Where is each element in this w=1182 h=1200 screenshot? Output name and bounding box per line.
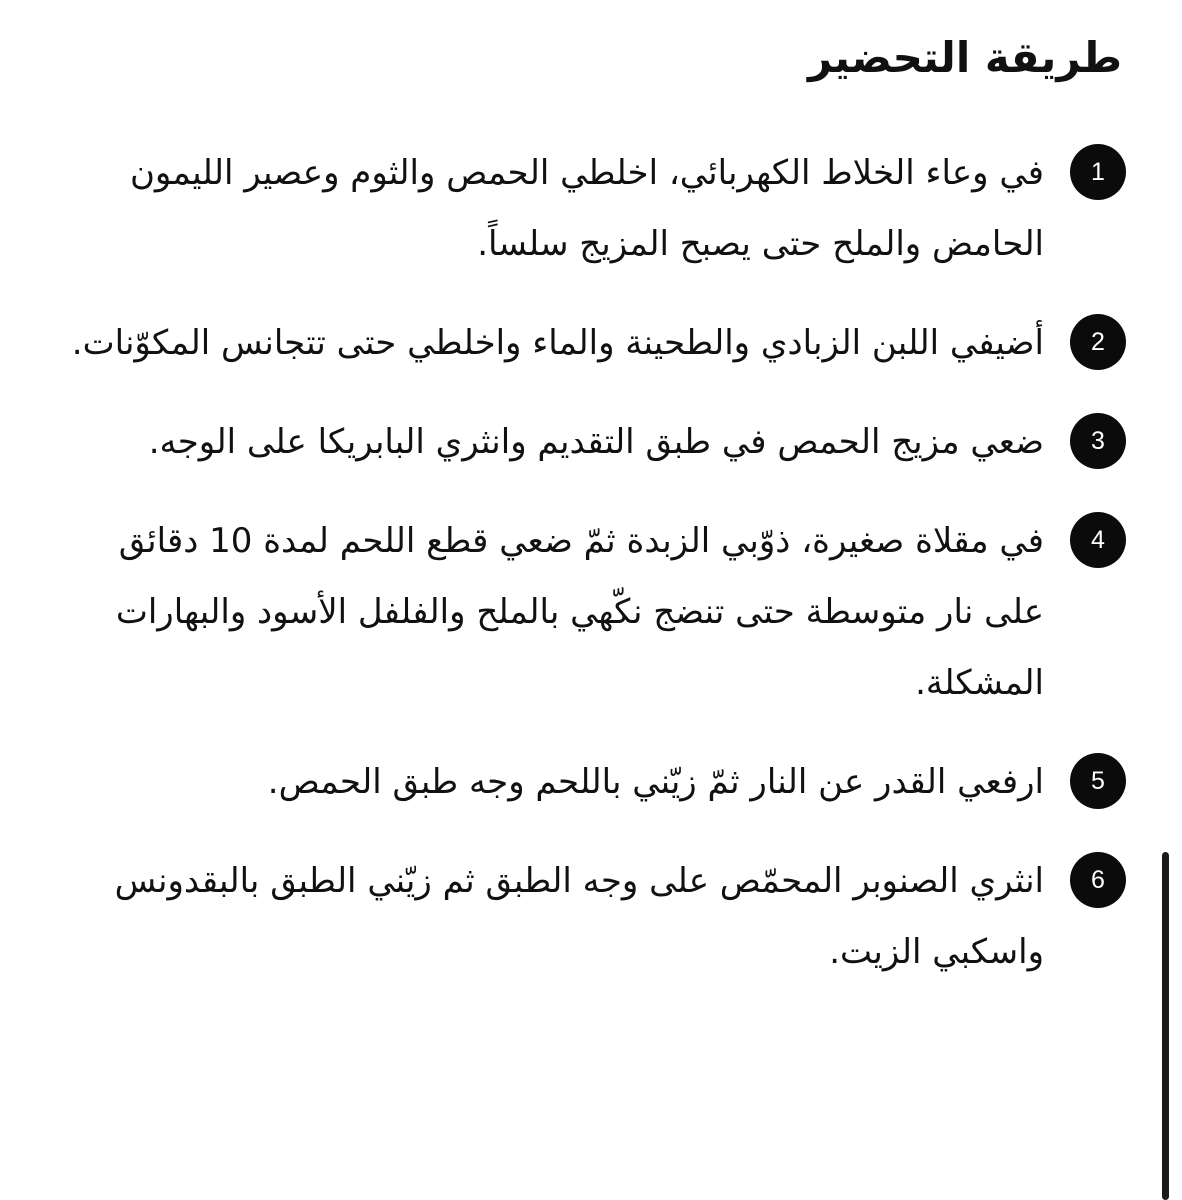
step-text: ارفعي القدر عن النار ثمّ زيّني باللحم وجه طبق الحمص.	[267, 762, 1044, 802]
step-item	[46, 138, 1126, 280]
steps-list	[46, 138, 1126, 988]
step-item	[46, 506, 1126, 719]
step-number-badge: 6	[1070, 852, 1126, 908]
vertical-scrollbar[interactable]	[1162, 852, 1169, 1200]
step-text: في مقلاة صغيرة، ذوّبي الزبدة ثمّ ضعي قطع اللحم لمدة 10 دقائق على نار متوسطة حتى تنضج نكّهي بالملح والفلفل الأسود والبهارات المشكلة.	[115, 521, 1044, 703]
step-number-badge: 5	[1070, 753, 1126, 809]
step-item	[46, 747, 1126, 818]
step-number-badge: 3	[1070, 413, 1126, 469]
step-text: ضعي مزيج الحمص في طبق التقديم وانثري البابريكا على الوجه.	[148, 422, 1044, 462]
step-item	[46, 308, 1126, 379]
section-title: طريقة التحضير	[807, 33, 1122, 82]
step-number-badge: 4	[1070, 512, 1126, 568]
step-text: انثري الصنوبر المحمّص على وجه الطبق ثم زيّني الطبق بالبقدونس واسكبي الزيت.	[114, 861, 1044, 972]
step-number-badge: 1	[1070, 144, 1126, 200]
step-number-badge: 2	[1070, 314, 1126, 370]
step-item	[46, 846, 1126, 988]
step-text: أضيفي اللبن الزبادي والطحينة والماء واخلطي حتى تتجانس المكوّنات.	[71, 323, 1044, 363]
step-item	[46, 407, 1126, 478]
step-text: في وعاء الخلاط الكهربائي، اخلطي الحمص والثوم وعصير الليمون الحامض والملح حتى يصبح المزيج سلساً.	[129, 153, 1044, 264]
